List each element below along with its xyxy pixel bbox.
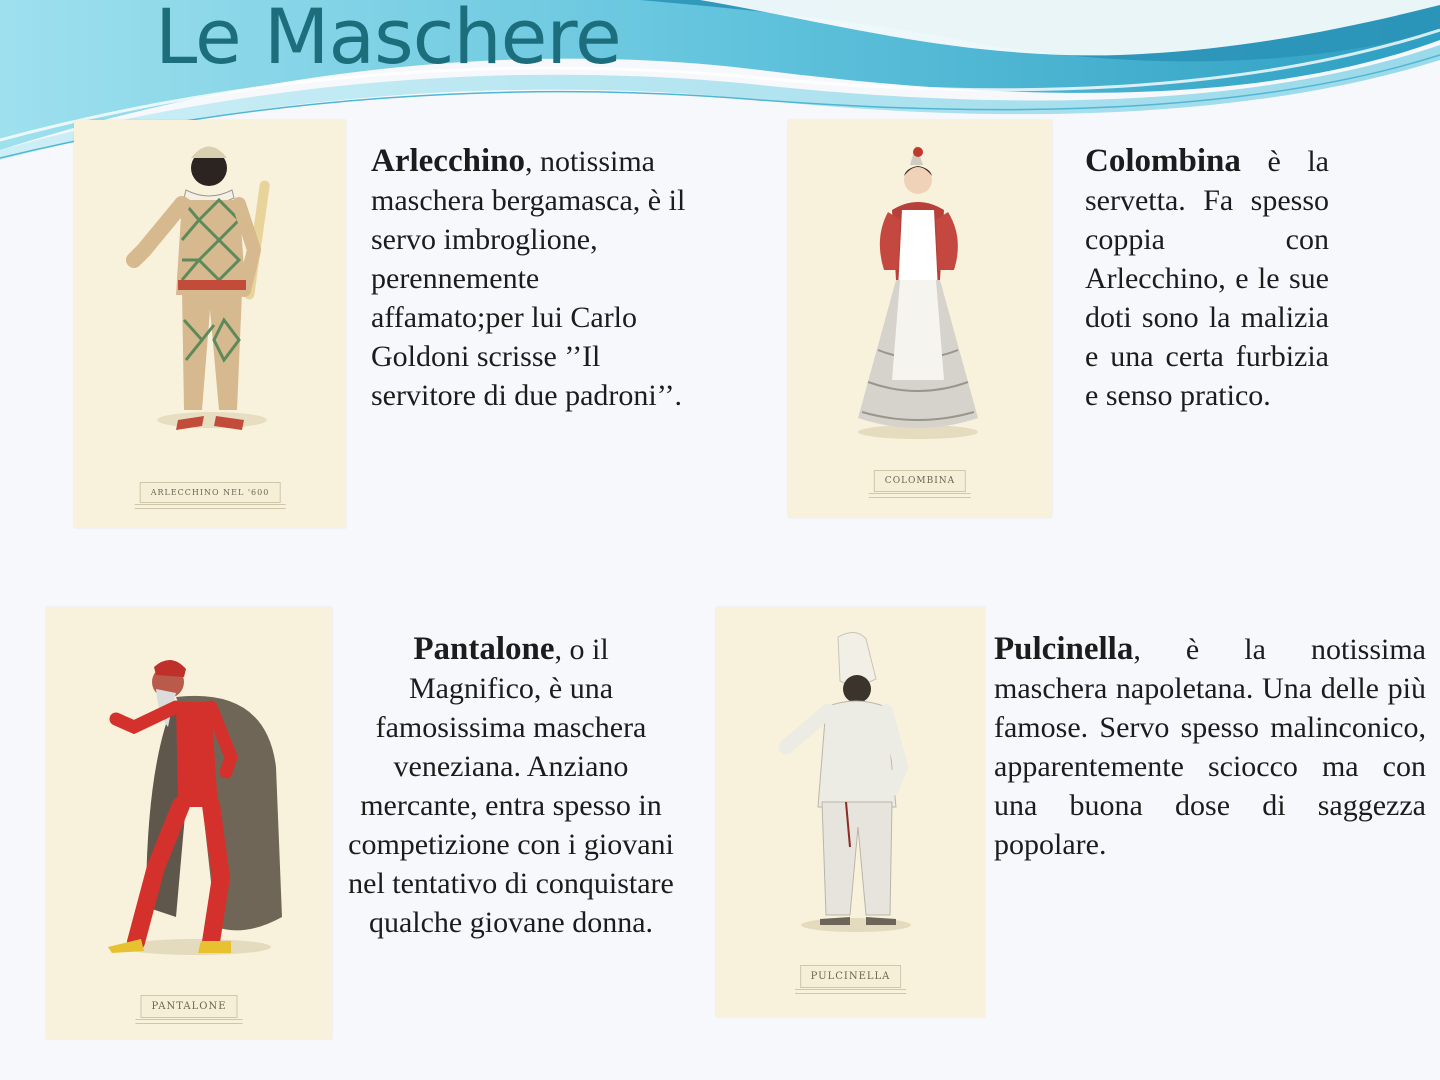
pantalone-caption: PANTALONE [140, 995, 237, 1018]
pantalone-name: Pantalone [413, 631, 555, 667]
arlecchino-figure [74, 120, 346, 528]
pantalone-text: , o il Magnifico, è una famosissima maschera veneziana. Anziano mercante, entra spesso in competizione con i giovani nel tentativo di conquistare qualche giovane donna. [348, 633, 674, 939]
pantalone-figure [46, 607, 332, 1039]
pantalone-illustration [46, 607, 332, 1039]
colombina-figure [788, 120, 1052, 518]
colombina-description [1085, 142, 1329, 415]
arlecchino-name: Arlecchino [371, 143, 525, 179]
arlecchino-text: , notissima maschera bergamasca, è il servo imbroglione, perennemente affamato;per lui Carlo Goldoni scrisse ’’Il servitore di due padroni’’. [371, 145, 686, 412]
arlecchino-illustration [74, 120, 346, 528]
pulcinella-description [994, 630, 1426, 864]
colombina-illustration [788, 120, 1052, 518]
arlecchino-caption: ARLECCHINO NEL '600 [140, 482, 281, 503]
pulcinella-caption: PULCINELLA [800, 965, 902, 988]
arlecchino-description [371, 142, 691, 415]
colombina-name: Colombina [1085, 143, 1241, 179]
pulcinella-figure [716, 607, 985, 1017]
colombina-caption: COLOMBINA [874, 470, 966, 492]
pulcinella-text: , è la notissima maschera napoletana. Una delle più famose. Servo spesso malinconico, apparentemente sciocco ma con una buona dose di saggezza popolare. [994, 633, 1426, 861]
pulcinella-illustration [716, 607, 985, 1017]
colombina-text: è la servetta. Fa spesso coppia con Arlecchino, e le sue doti sono la malizia e una certa furbizia e senso pratico. [1085, 145, 1329, 412]
pulcinella-name: Pulcinella [994, 631, 1134, 667]
slide-title: Le Maschere [155, 0, 621, 81]
pantalone-description [346, 630, 676, 942]
